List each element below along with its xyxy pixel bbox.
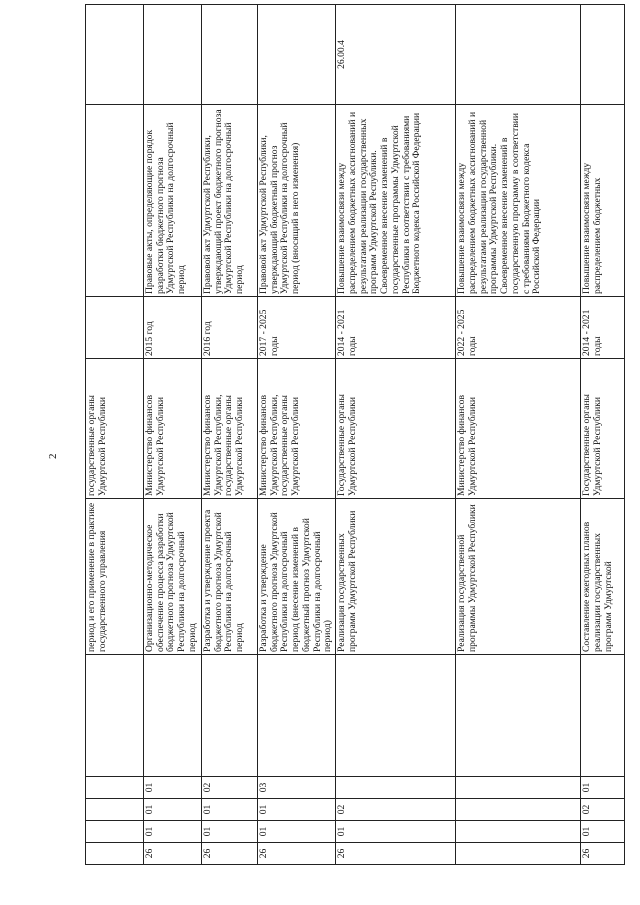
- code-cell: [456, 821, 581, 843]
- empty-cell: [336, 655, 456, 777]
- code-cell: [86, 777, 144, 799]
- term: 2016 год: [202, 297, 258, 359]
- activity-name: Разработка и утверждение проекта бюджетного прогноза Удмуртской Республики на долгосрочный период: [202, 499, 258, 655]
- code-cell: 02: [336, 799, 456, 821]
- code-cell: 26: [258, 843, 336, 865]
- code-cell: 26: [202, 843, 258, 865]
- extra: [581, 5, 625, 105]
- executor: Министерство финансов Удмуртской Республики, государственные органы Удмуртской Республики: [258, 359, 336, 499]
- code-cell: 01: [258, 821, 336, 843]
- empty-cell: [258, 655, 336, 777]
- executor: Министерство финансов Удмуртской Республики: [144, 359, 202, 499]
- result: Правовые акты, определяющие порядок разработки бюджетного прогноза Удмуртской Республики на долгосрочный период: [144, 105, 202, 297]
- table-row: [456, 5, 581, 865]
- code-cell: [86, 799, 144, 821]
- executor: Министерство финансов Удмуртской Республики: [456, 359, 581, 499]
- activity-name: Реализация государственных программ Удмуртской Республики: [336, 499, 456, 655]
- term: 2015 год: [144, 297, 202, 359]
- page-number: 2: [47, 453, 59, 459]
- code-cell: 02: [202, 777, 258, 799]
- result: Повышение взаимосвязи между распределением бюджетных: [581, 105, 625, 297]
- table-row: [86, 5, 144, 865]
- term: 2022 - 2025 годы: [456, 297, 581, 359]
- code-cell: 01: [336, 821, 456, 843]
- term: 2014 - 2021 годы: [581, 297, 625, 359]
- term: 2014 - 2021 годы: [336, 297, 456, 359]
- executor: Государственные органы Удмуртской Республики: [581, 359, 625, 499]
- activity-name: Реализация государственной программы Удмуртской Республики: [456, 499, 581, 655]
- table-row: [581, 5, 625, 865]
- code-cell: 01: [258, 799, 336, 821]
- extra: [202, 5, 258, 105]
- result: [86, 105, 144, 297]
- result: Повышение взаимосвязи между распределением бюджетных ассигнований и результатами реализации государственной программы Удмуртской Республики. Своевременное внесение изменений в государственную программу в соответствии с требованиями Бюджетного кодекса Российской Федерации: [456, 105, 581, 297]
- code-cell: 01: [202, 799, 258, 821]
- code-cell: 02: [581, 799, 625, 821]
- table-row: [336, 5, 456, 865]
- code-cell: [456, 777, 581, 799]
- extra: 26.00.4: [336, 5, 456, 105]
- activity-name: Составление ежегодных планов реализации государственных программ Удмуртской: [581, 499, 625, 655]
- term: [86, 297, 144, 359]
- code-cell: 01: [581, 821, 625, 843]
- table-row: [202, 5, 258, 865]
- empty-cell: [581, 655, 625, 777]
- code-cell: [86, 821, 144, 843]
- code-cell: 26: [336, 843, 456, 865]
- activity-name: Разработка и утверждение бюджетного прогноза Удмуртской Республики на долгосрочный период (внесение изменений в бюджетный прогноз Удмуртской Республики на долгосрочный период): [258, 499, 336, 655]
- result: Повышение взаимосвязи между распределением бюджетных ассигнований и результатами реализации государственных программ Удмуртской Республики. Своевременное внесение изменений в государственные программы Удмуртской Республики в соответствии с требованиями Бюджетного кодекса Российской Федерации: [336, 105, 456, 297]
- activity-name: период и его применение в практике государственного управления: [86, 499, 144, 655]
- empty-cell: [86, 655, 144, 777]
- empty-cell: [202, 655, 258, 777]
- empty-cell: [456, 655, 581, 777]
- code-cell: 01: [581, 777, 625, 799]
- table-row: [144, 5, 202, 865]
- code-cell: 26: [144, 843, 202, 865]
- term: 2017 - 2025 годы: [258, 297, 336, 359]
- code-cell: 01: [202, 821, 258, 843]
- code-cell: 01: [144, 821, 202, 843]
- extra: [144, 5, 202, 105]
- code-cell: 01: [144, 777, 202, 799]
- code-cell: 01: [144, 799, 202, 821]
- extra: [258, 5, 336, 105]
- code-cell: [86, 843, 144, 865]
- executor: государственные органы Удмуртской Республики: [86, 359, 144, 499]
- code-cell: [456, 799, 581, 821]
- executor: Государственные органы Удмуртской Республики: [336, 359, 456, 499]
- empty-cell: [144, 655, 202, 777]
- table-row: [258, 5, 336, 865]
- code-cell: 26: [581, 843, 625, 865]
- code-cell: 03: [258, 777, 336, 799]
- code-cell: [336, 777, 456, 799]
- extra: [456, 5, 581, 105]
- activity-name: Организационно-методическое обеспечение процесса разработки бюджетного прогноза Удмуртской Республики на долгосрочный период: [144, 499, 202, 655]
- extra: [86, 5, 144, 105]
- result: Правовой акт Удмуртской Республики, утверждающий проект бюджетного прогноза Удмуртской Республики на долгосрочный период: [202, 105, 258, 297]
- executor: Министерство финансов Удмуртской Республики, государственные органы Удмуртской Республики: [202, 359, 258, 499]
- plan-table: [85, 4, 625, 865]
- result: Правовой акт Удмуртской Республики, утверждающий бюджетный прогноз Удмуртской Республики на долгосрочный период (вносящий в него изменения): [258, 105, 336, 297]
- code-cell: [456, 843, 581, 865]
